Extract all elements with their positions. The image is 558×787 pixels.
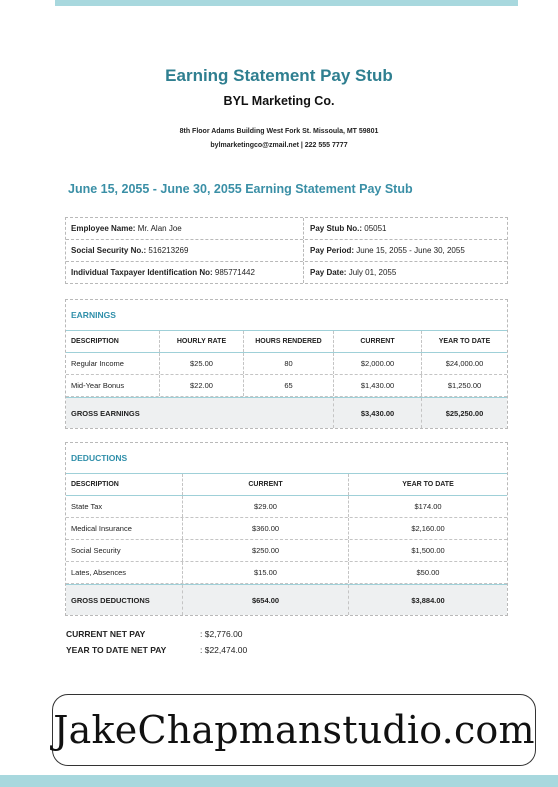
ssn-value: 516213269: [148, 246, 189, 255]
ssn-cell: [66, 240, 304, 261]
itin-cell: [66, 262, 304, 283]
document-title: Earning Statement Pay Stub: [165, 66, 393, 85]
current-net-pay-value: : $2,776.00: [200, 629, 243, 639]
column-header: HOURS RENDERED: [244, 331, 334, 352]
top-accent-bar: [55, 0, 518, 6]
deduction-description: Social Security: [66, 540, 183, 561]
gross-earnings-current: $3,430.00: [334, 398, 422, 428]
column-header: HOURLY RATE: [160, 331, 244, 352]
column-header: CURRENT: [334, 331, 422, 352]
gross-earnings-row: [66, 397, 507, 428]
table-row: [66, 540, 507, 562]
column-header: YEAR TO DATE: [438, 338, 491, 345]
current-net-pay: [66, 629, 243, 639]
deduction-description: Lates, Absences: [66, 562, 183, 583]
pay-date-value: July 01, 2055: [348, 268, 397, 277]
employee-name-label: Employee Name:: [71, 224, 136, 233]
earning-hourly-rate: $22.00: [160, 375, 244, 396]
deductions-title: DEDUCTIONS: [66, 443, 507, 474]
gross-deductions-label: GROSS DEDUCTIONS: [66, 585, 183, 615]
earnings-title: EARNINGS: [66, 300, 507, 331]
earning-ytd: $24,000.00: [445, 359, 484, 368]
ytd-net-pay-value: : $22,474.00: [200, 645, 248, 655]
ytd-net-pay: [66, 645, 247, 655]
bottom-accent-bar: [0, 775, 558, 787]
gross-deductions-ytd: $3,884.00: [411, 595, 445, 605]
table-row: [66, 518, 507, 540]
info-row: [66, 240, 507, 262]
table-row: [66, 496, 507, 518]
gross-earnings-ytd: $25,250.00: [445, 408, 484, 418]
ssn-label: Social Security No.:: [71, 246, 147, 255]
deduction-current: $15.00: [183, 562, 349, 583]
gross-deductions-current: $654.00: [183, 585, 349, 615]
pay-period-value: June 15, 2055 - June 30, 2055: [356, 246, 465, 255]
itin-value: 985771442: [214, 268, 255, 277]
earnings-table: [65, 299, 508, 429]
company-name: BYL Marketing Co.: [223, 94, 335, 108]
deductions-header-row: [66, 474, 507, 496]
company-contact: bylmarketingco@zmail.net | 222 555 7777: [210, 142, 348, 149]
deduction-ytd: $1,500.00: [411, 546, 445, 555]
company-address: 8th Floor Adams Building West Fork St. Missoula, MT 59801: [179, 128, 379, 135]
pay-stub-no-value: 05051: [364, 224, 387, 233]
deduction-ytd: $50.00: [416, 568, 440, 577]
deduction-ytd: $174.00: [414, 502, 442, 511]
deduction-description: Medical Insurance: [66, 518, 183, 539]
pay-date-cell: [304, 262, 507, 283]
pay-stub-no-label: Pay Stub No.:: [310, 224, 363, 233]
earning-description: Mid-Year Bonus: [66, 375, 160, 396]
pay-stub-no-cell: [304, 218, 507, 239]
earning-current: $2,000.00: [334, 353, 422, 374]
current-net-pay-label: CURRENT NET PAY: [66, 629, 146, 639]
employee-info-table: [65, 217, 508, 284]
employee-name-value: Mr. Alan Joe: [137, 224, 182, 233]
table-row: [66, 375, 507, 397]
earning-hourly-rate: $25.00: [160, 353, 244, 374]
deduction-ytd: $2,160.00: [411, 524, 445, 533]
column-header: DESCRIPTION: [66, 331, 160, 352]
ytd-net-pay-label: YEAR TO DATE NET PAY: [66, 645, 167, 655]
itin-label: Individual Taxpayer Identification No:: [71, 268, 213, 277]
deduction-current: $250.00: [183, 540, 349, 561]
employee-name-cell: [66, 218, 304, 239]
column-header: YEAR TO DATE: [402, 481, 454, 488]
column-header: CURRENT: [183, 474, 349, 495]
period-title: June 15, 2055 - June 30, 2055 Earning Statement Pay Stub: [68, 182, 413, 196]
pay-period-label: Pay Period:: [310, 246, 355, 255]
earning-hours: 80: [244, 353, 334, 374]
info-row: [66, 262, 507, 283]
deductions-table: [65, 442, 508, 616]
deduction-description: State Tax: [66, 496, 183, 517]
deduction-current: $29.00: [183, 496, 349, 517]
pay-date-label: Pay Date:: [310, 268, 347, 277]
info-row: [66, 218, 507, 240]
earnings-header-row: [66, 331, 507, 353]
gross-earnings-label: GROSS EARNINGS: [66, 398, 334, 428]
earning-ytd: $1,250.00: [447, 381, 482, 390]
pay-period-cell: [304, 240, 507, 261]
column-header: DESCRIPTION: [66, 474, 183, 495]
table-row: [66, 562, 507, 584]
deduction-current: $360.00: [183, 518, 349, 539]
earning-current: $1,430.00: [334, 375, 422, 396]
earning-hours: 65: [244, 375, 334, 396]
watermark-banner: JakeChapmanstudio.com: [52, 694, 536, 766]
gross-deductions-row: [66, 584, 507, 615]
earning-description: Regular Income: [66, 353, 160, 374]
table-row: [66, 353, 507, 375]
